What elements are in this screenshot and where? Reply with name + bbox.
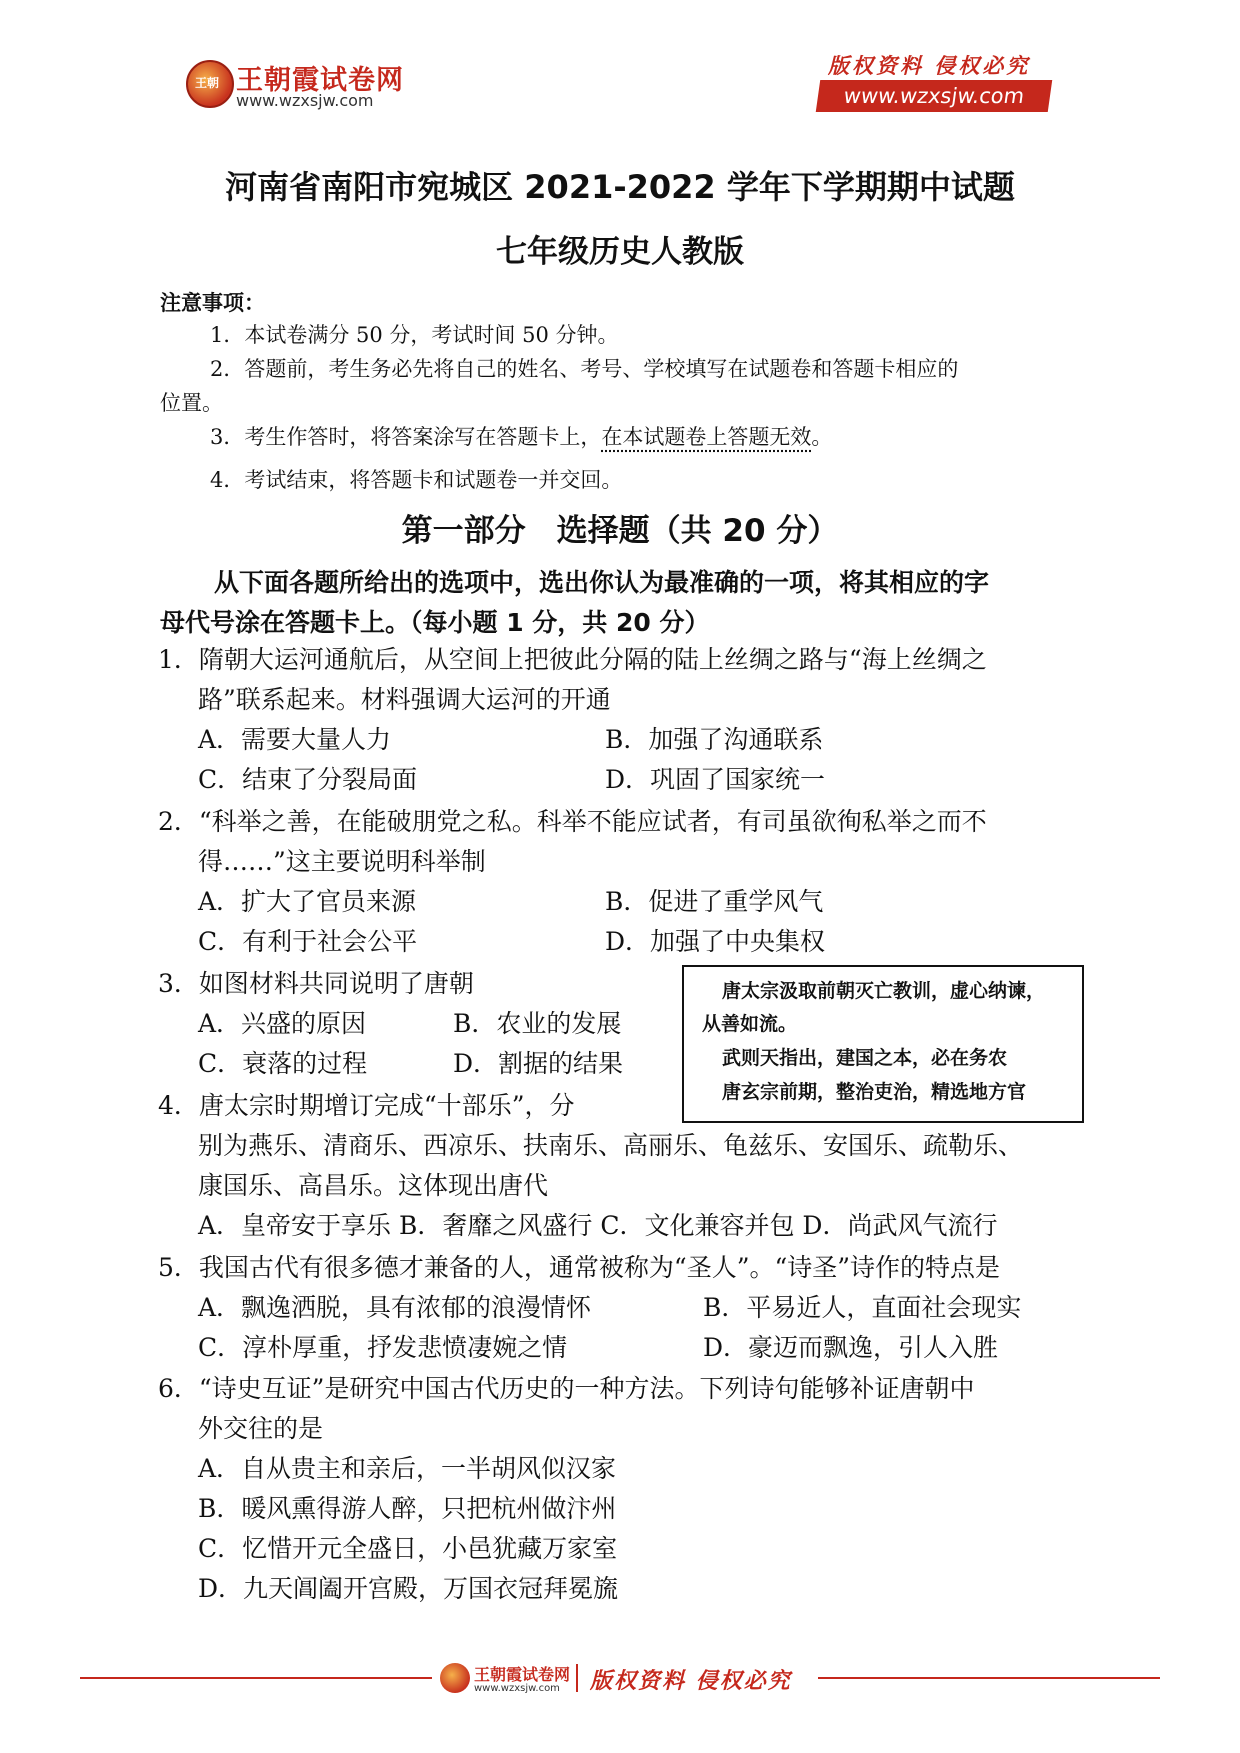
q3-material-line: 唐玄宗前期，整治吏治，精选地方官: [722, 1081, 1027, 1103]
q1-option-d: D．巩固了国家统一: [605, 765, 826, 794]
q3-material-line: 从善如流。: [702, 1013, 798, 1035]
q2-stem: 2．“科举之善，在能破朋党之私。科举不能应试者，有司虽欲徇私举之而不: [158, 807, 987, 836]
exam-title: 河南省南阳市宛城区 2021-2022 学年下学期期中试题: [225, 168, 1015, 206]
q1-option-c: C．结束了分裂局面: [198, 765, 418, 794]
q4-stem-cont: 别为燕乐、清商乐、西凉乐、扶南乐、高丽乐、龟兹乐、安国乐、疏勒乐、: [198, 1131, 1024, 1160]
q6-stem: 6．“诗史互证”是研究中国古代历史的一种方法。下列诗句能够补证唐朝中: [158, 1374, 975, 1403]
q3-stem: 3．如图材料共同说明了唐朝: [158, 969, 474, 998]
q6-option-d: D．九天阊阖开宫殿，万国衣冠拜冕旒: [198, 1574, 619, 1603]
logo-emblem-icon: [186, 60, 234, 108]
q6-option-c: C．忆惜开元全盛日，小邑犹藏万家室: [198, 1534, 618, 1563]
q5-option-a: A．飘逸洒脱，具有浓郁的浪漫情怀: [198, 1293, 592, 1322]
q5-option-d: D．豪迈而飘逸，引人入胜: [703, 1333, 999, 1362]
q3-option-d: D．割据的结果: [453, 1049, 624, 1078]
footer-rule-right: [818, 1677, 1160, 1679]
q3-option-a: A．兴盛的原因: [198, 1009, 367, 1038]
q4-stem-cont2: 康国乐、高昌乐。这体现出唐代: [198, 1171, 549, 1200]
footer-logo-name: 王朝霞试卷网: [474, 1665, 571, 1684]
logo-name: 王朝霞试卷网: [236, 65, 404, 96]
q6-stem-cont: 外交往的是: [198, 1414, 324, 1443]
q2-option-a: A．扩大了官员来源: [198, 887, 417, 916]
note-3: 3．考生作答时，将答案涂写在答题卡上，在本试题卷上答题无效。: [210, 425, 833, 449]
q5-stem: 5．我国古代有很多德才兼备的人，通常被称为“圣人”。“诗圣”诗作的特点是: [158, 1253, 1001, 1282]
footer-copyright: 版权资料 侵权必究: [590, 1668, 792, 1694]
footer-rule-left: [80, 1677, 432, 1679]
q5-option-c: C．淳朴厚重，抒发悲愤凄婉之情: [198, 1333, 568, 1362]
section-intro-cont: 母代号涂在答题卡上。（每小题 1 分，共 20 分）: [160, 608, 710, 637]
q3-material-line: 武则天指出，建国之本，必在务农: [722, 1047, 1008, 1069]
q1-option-a: A．需要大量人力: [198, 725, 392, 754]
footer-logo-url: www.wzxsjw.com: [474, 1683, 560, 1694]
logo-url: www.wzxsjw.com: [236, 91, 374, 110]
copyright-notice: 版权资料 侵权必究: [828, 53, 1031, 78]
footer-divider: [576, 1664, 578, 1692]
url-banner: www.wzxsjw.com: [816, 80, 1052, 112]
q4-options: A．皇帝安于享乐 B．奢靡之风盛行 C．文化兼容并包 D．尚武风气流行: [198, 1211, 998, 1240]
q2-option-d: D．加强了中央集权: [605, 927, 826, 956]
note-1: 1．本试卷满分 50 分，考试时间 50 分钟。: [210, 323, 619, 347]
q4-stem: 4．唐太宗时期增订完成“十部乐”，分: [158, 1091, 575, 1120]
q3-option-c: C．衰落的过程: [198, 1049, 368, 1078]
q6-option-a: A．自从贵主和亲后，一半胡风似汉家: [198, 1454, 617, 1483]
notes-heading: 注意事项：: [160, 290, 265, 315]
q1-option-b: B．加强了沟通联系: [605, 725, 824, 754]
q1-stem: 1．隋朝大运河通航后，从空间上把彼此分隔的陆上丝绸之路与“海上丝绸之: [158, 645, 987, 674]
q5-option-b: B．平易近人，直面社会现实: [703, 1293, 1022, 1322]
q3-material-box: [682, 965, 1084, 1123]
q2-option-b: B．促进了重学风气: [605, 887, 824, 916]
section-title: 第一部分 选择题（共 20 分）: [401, 513, 839, 549]
q2-option-c: C．有利于社会公平: [198, 927, 418, 956]
note-2: 2．答题前，考生务必先将自己的姓名、考号、学校填写在试题卷和答题卡相应的: [210, 357, 959, 381]
q6-option-b: B．暖风熏得游人醉，只把杭州做汴州: [198, 1494, 617, 1523]
q3-option-b: B．农业的发展: [453, 1009, 622, 1038]
q2-stem-cont: 得……”这主要说明科举制: [198, 847, 486, 876]
exam-subtitle: 七年级历史人教版: [496, 234, 744, 270]
footer-logo-emblem-icon: [440, 1663, 470, 1693]
note-4: 4．考试结束，将答题卡和试题卷一并交回。: [210, 468, 623, 492]
section-intro: 从下面各题所给出的选项中，选出你认为最准确的一项，将其相应的字: [214, 568, 990, 597]
q1-stem-cont: 路”联系起来。材料强调大运河的开通: [198, 685, 611, 714]
q3-material-line: 唐太宗汲取前朝灭亡教训，虚心纳谏，: [722, 980, 1046, 1002]
note-2-cont: 位置。: [160, 391, 223, 415]
